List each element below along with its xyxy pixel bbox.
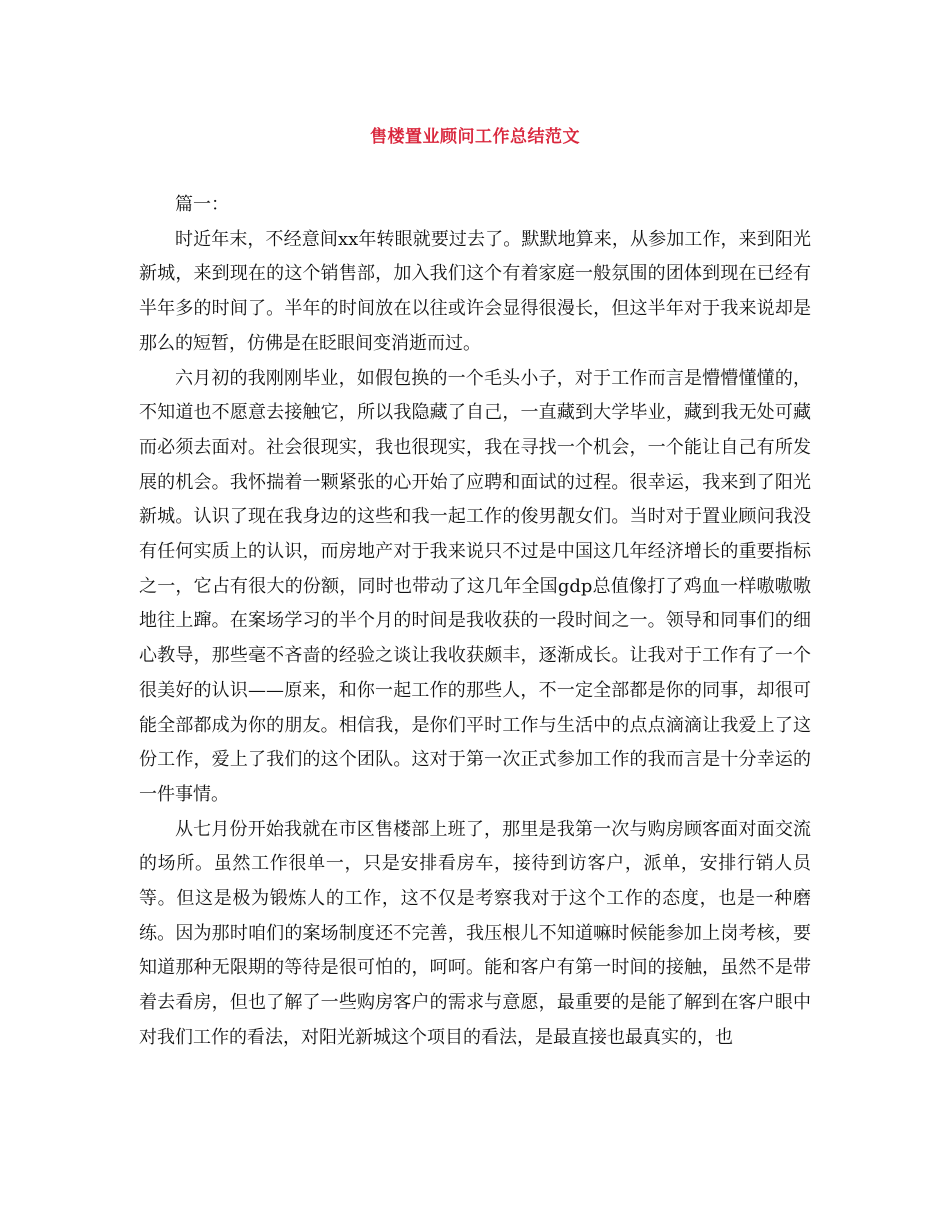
document-title: 售楼置业顾问工作总结范文 xyxy=(370,127,580,147)
section-label: 篇一： xyxy=(175,194,229,215)
paragraph: 从七月份开始我就在市区售楼部上班了，那里是我第一次与购房顾客面对面交流的场所。虽然工作很单一，只是安排看房车，接待到访客户，派单，安排行销人员等。但这是极为锻炼人的工作，这不仅是考察我对于这个工作的态度，也是一种磨练。因为那时咱们的案场制度还不完善，我压根儿不知道嘛时候能参加上岗考核，要知道那种无限期的等待是很可怕的，呵呵。能和客户有第一时间的接触，虽然不是带着去看房，但也了解了一些购房客户的需求与意愿，最重要的是能了解到在客户眼中对我们工作的看法，对阳光新城这个项目的看法，是最直接也最真实的，也 xyxy=(139,818,811,1048)
paragraph: 六月初的我刚刚毕业，如假包换的一个毛头小子，对于工作而言是懵懵懂懂的，不知道也不愿意去接触它，所以我隐藏了自己，一直藏到大学毕业，藏到我无处可藏而必须去面对。社会很现实，我也很现实，我在寻找一个机会，一个能让自己有所发展的机会。我怀揣着一颗紧张的心开始了应聘和面试的过程。很幸运，我来到了阳光新城。认识了现在我身边的这些和我一起工作的俊男靓女们。当时对于置业顾问我没有任何实质上的认识，而房地产对于我来说只不过是中国这几年经济增长的重要指标之一，它占有很大的份额，同时也带动了这几年全国gdp总值像打了鸡血一样嗷嗷嗷地往上蹿。在案场学习的半个月的时间是我收获的一段时间之一。领导和同事们的细心教导，那些毫不吝啬的经验之谈让我收获颇丰，逐渐成长。让我对于工作有了一个很美好的认识——原来，和你一起工作的那些人，不一定全部都是你的同事，却很可能全部都成为你的朋友。相信我，是你们平时工作与生活中的点点滴滴让我爱上了这份工作，爱上了我们的这个团队。这对于第一次正式参加工作的我而言是十分幸运的一件事情。 xyxy=(139,367,811,805)
paragraph: 时近年末，不经意间xx年转眼就要过去了。默默地算来，从参加工作，来到阳光新城，来到现在的这个销售部，加入我们这个有着家庭一般氛围的团体到现在已经有半年多的时间了。半年的时间放在以往或许会显得很漫长，但这半年对于我来说却是那么的短暂，仿佛是在眨眼间变消逝而过。 xyxy=(139,228,811,354)
document-body xyxy=(139,188,811,1056)
